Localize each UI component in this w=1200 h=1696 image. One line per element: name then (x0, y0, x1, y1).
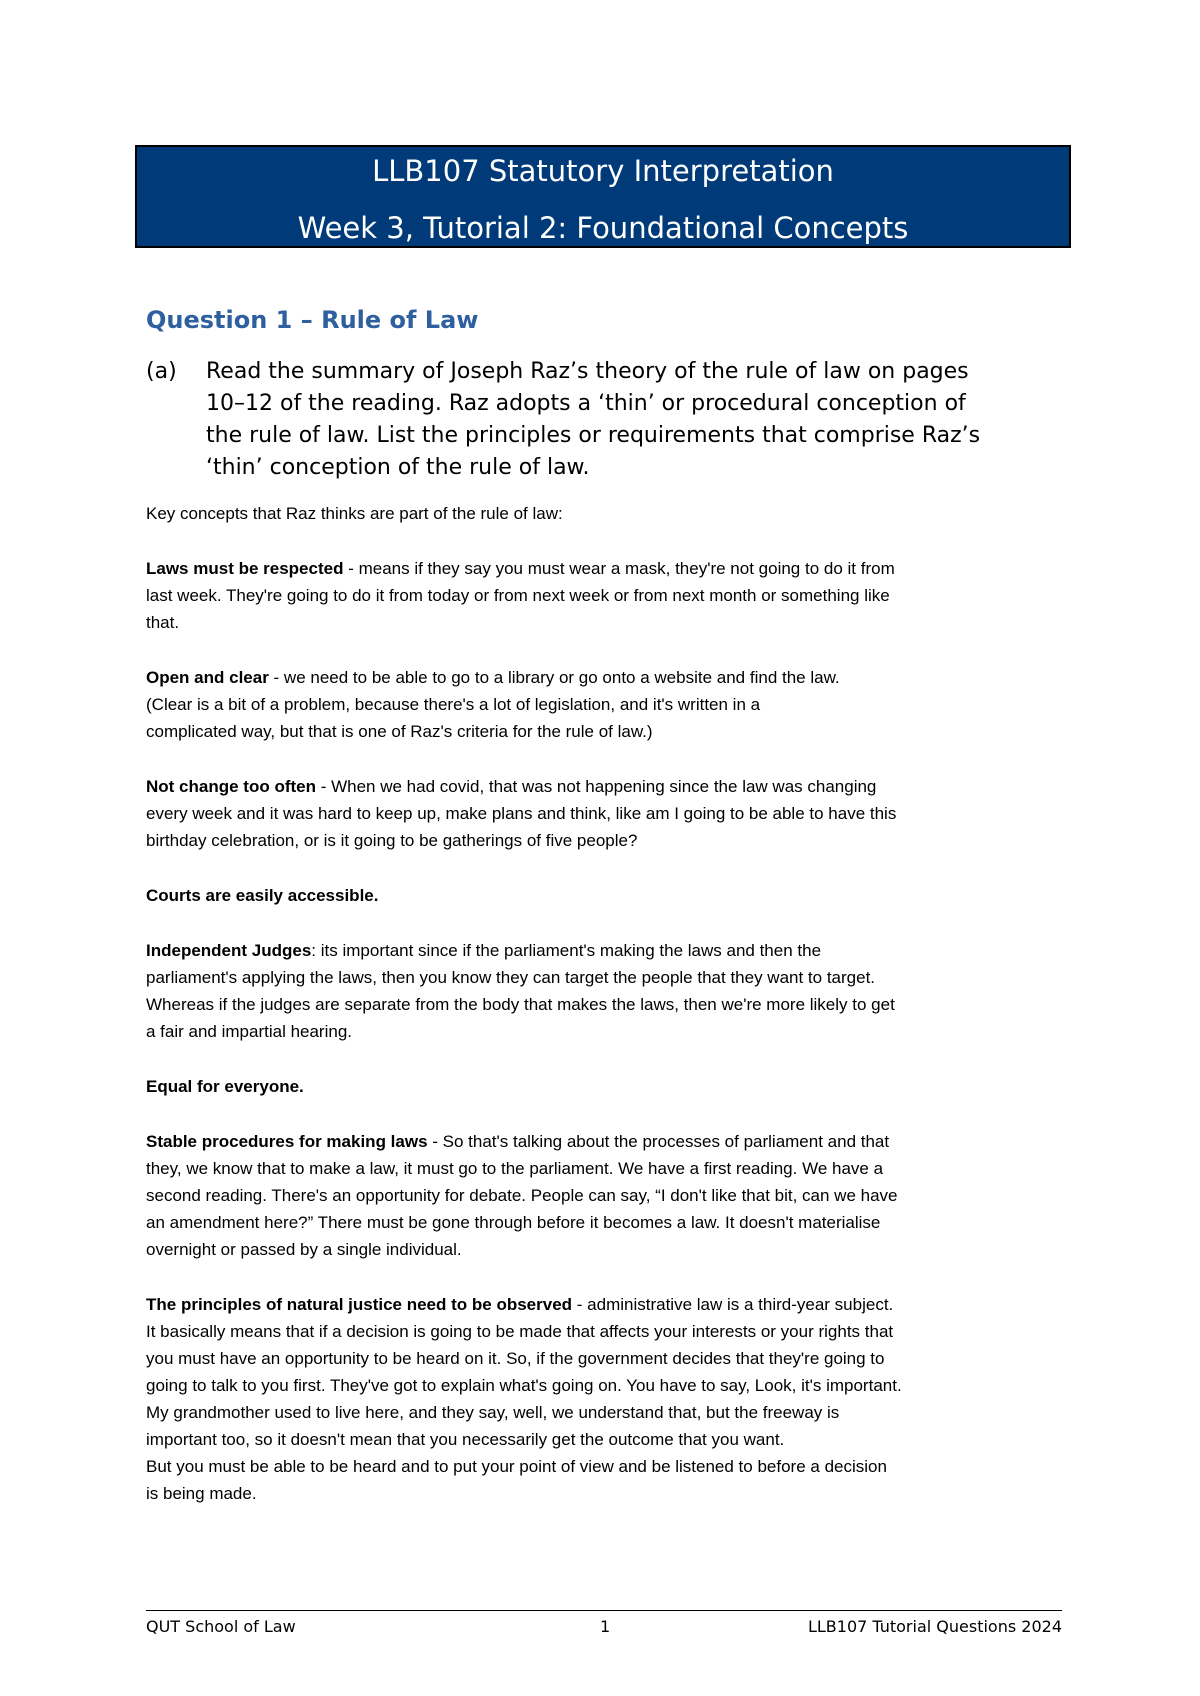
principle-text: : its important since if the parliament's making the laws and then the (311, 941, 822, 960)
principle-text: overnight or passed by a single individual. (146, 1240, 462, 1259)
principle-title: The principles of natural justice need to be observed (146, 1295, 573, 1314)
principle-text: It basically means that if a decision is going to be made that affects your interests or your rights that (146, 1322, 894, 1341)
principle-title: Not change too often (146, 777, 316, 796)
page-number: 1 (600, 1617, 611, 1636)
principle-text: that. (146, 613, 180, 632)
principle-title: Laws must be respected (146, 559, 344, 578)
principle-text: - we need to be able to go to a library or go onto a website and find the law. (268, 668, 840, 687)
principle-title: Equal for everyone. (146, 1077, 304, 1096)
principle-title: Open and clear (146, 668, 269, 687)
principle-text: an amendment here?” There must be gone through before it becomes a law. It doesn't materialise (146, 1213, 881, 1232)
principle-line (146, 1128, 1076, 1155)
principle-text: you must have an opportunity to be heard on it. So, if the government decides that they're going to (146, 1349, 885, 1368)
answer-body (146, 500, 1076, 1507)
course-title: LLB107 Statutory Interpretation (372, 154, 834, 188)
footer-school: QUT School of Law (146, 1617, 296, 1636)
title-banner (135, 145, 1071, 248)
principle-text: second reading. There's an opportunity for debate. People can say, “I don't like that bit, can we have (146, 1186, 898, 1205)
prompt-line: 10–12 of the reading. Raz adopts a ‘thin’ or procedural conception of (206, 391, 966, 416)
question-heading: Question 1 – Rule of Law (146, 306, 479, 334)
principle-text: (Clear is a bit of a problem, because there's a lot of legislation, and it's written in a (146, 695, 761, 714)
part-label: (a) (146, 359, 177, 384)
principle-text: important too, so it doesn't mean that you necessarily get the outcome that you want. (146, 1430, 785, 1449)
footer-divider (146, 1610, 1062, 1611)
principle-title: Independent Judges (146, 941, 312, 960)
principle-line (146, 1291, 1076, 1318)
principle-line (146, 882, 1076, 909)
principle-line (146, 1073, 1076, 1100)
principle-line (146, 555, 1076, 582)
answer-intro: Key concepts that Raz thinks are part of the rule of law: (146, 504, 563, 523)
question-prompt (206, 356, 1086, 484)
principle-text: Whereas if the judges are separate from the body that makes the laws, then we're more likely to get (146, 995, 895, 1014)
prompt-line: Read the summary of Joseph Raz’s theory of the rule of law on pages (206, 359, 969, 384)
principle-text: going to talk to you first. They've got to explain what's going on. You have to say, Look, it's important. (146, 1376, 902, 1395)
principle-text: - When we had covid, that was not happening since the law was changing (315, 777, 877, 796)
prompt-line: ‘thin’ conception of the rule of law. (206, 455, 590, 480)
tutorial-title: Week 3, Tutorial 2: Foundational Concepts (297, 211, 909, 245)
principle-text: parliament's applying the laws, then you know they can target the people that they want to target. (146, 968, 876, 987)
principle-line (146, 773, 1076, 800)
principle-text: they, we know that to make a law, it must go to the parliament. We have a first reading. We have a (146, 1159, 884, 1178)
principle-text: birthday celebration, or is it going to be gatherings of five people? (146, 831, 638, 850)
principle-text: is being made. (146, 1484, 257, 1503)
principle-text: last week. They're going to do it from today or from next week or from next month or something like (146, 586, 890, 605)
principle-text: My grandmother used to live here, and they say, well, we understand that, but the freeway is (146, 1403, 840, 1422)
principle-text: - So that's talking about the processes of parliament and that (427, 1132, 890, 1151)
principle-text: - means if they say you must wear a mask, they're not going to do it from (343, 559, 895, 578)
principle-text: complicated way, but that is one of Raz's criteria for the rule of law.) (146, 722, 653, 741)
principle-text: a fair and impartial hearing. (146, 1022, 353, 1041)
principle-title: Courts are easily accessible. (146, 886, 379, 905)
principle-line (146, 664, 1076, 691)
principle-text: every week and it was hard to keep up, make plans and think, like am I going to be able to have this (146, 804, 897, 823)
principle-text: But you must be able to be heard and to put your point of view and be listened to before a decision (146, 1457, 887, 1476)
principle-title: Stable procedures for making laws (146, 1132, 428, 1151)
principle-line (146, 937, 1076, 964)
principle-text: - administrative law is a third-year subject. (572, 1295, 894, 1314)
prompt-line: the rule of law. List the principles or requirements that comprise Raz’s (206, 423, 981, 448)
footer-document-title: LLB107 Tutorial Questions 2024 (807, 1617, 1062, 1636)
